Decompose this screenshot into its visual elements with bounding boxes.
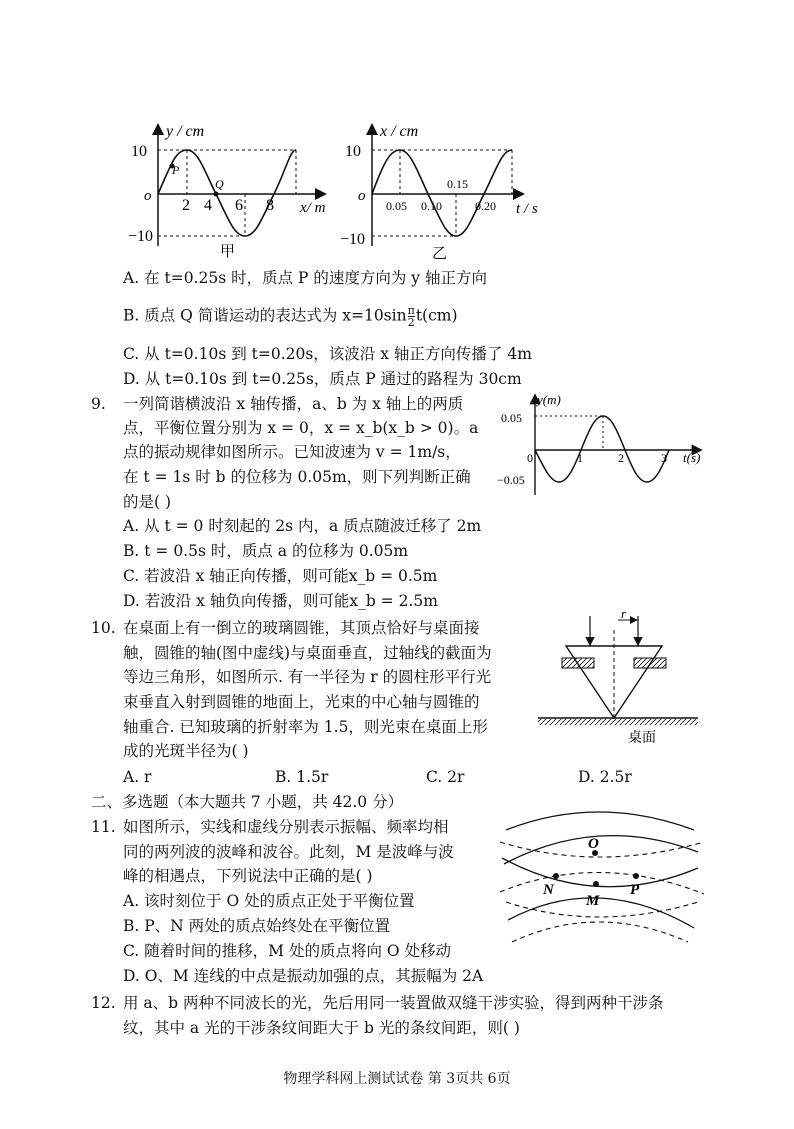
q9-vibration-graph (495, 390, 710, 505)
frac-num: π (407, 304, 415, 317)
q11-line2: 同的两列波的波峰和波谷。此刻，M 是波峰与波 (123, 843, 454, 861)
q11-option-b: B. P、N 两处的质点始终处在平衡位置 (123, 917, 391, 935)
q8-option-a: A. 在 t=0.25s 时，质点 P 的速度方向为 y 轴正方向 (123, 269, 487, 287)
q11-option-a: A. 该时刻位于 O 处的质点正处于平衡位置 (123, 892, 415, 910)
q12-line1: 用 a、b 两种不同波长的光，先后用同一装置做双缝干涉实验，得到两种干涉条 (123, 994, 664, 1012)
ylabel: x / cm (380, 123, 419, 140)
tick-2: 2 (618, 451, 624, 465)
origin: o (358, 188, 366, 204)
origin: o (144, 188, 152, 204)
tick-x8: 8 (266, 197, 274, 214)
tick-x2: 2 (182, 197, 190, 214)
tick-3: 3 (661, 451, 667, 465)
xlabel: x/ m (300, 200, 326, 216)
q9-line2: 点，平衡位置分别为 x = 0，x = x_b(x_b > 0)。a (123, 419, 479, 437)
tick-x4: 4 (204, 197, 212, 214)
q9-number: 9. (91, 395, 106, 413)
caption-yi: 乙 (432, 246, 448, 262)
tick-y-neg: −0.05 (497, 473, 525, 487)
tick-t020: 0.20 (475, 199, 496, 213)
ylabel: y / cm (166, 123, 205, 140)
q11-option-c: C. 随着时间的推移，M 处的质点将向 O 处移动 (123, 942, 452, 960)
q10-line2: 触，圆锥的轴(图中虚线)与桌面垂直，过轴线的截面为 (123, 644, 492, 662)
q8-option-c: C. 从 t=0.10s 到 t=0.20s，该波沿 x 轴正方向传播了 4m (123, 345, 532, 363)
tick-t005: 0.05 (386, 199, 407, 213)
q11-option-d: D. O、M 连线的中点是振动加强的点，其振幅为 2A (123, 967, 484, 985)
caption-jia: 甲 (220, 244, 236, 258)
table-label: 桌面 (628, 731, 656, 746)
q9-option-c: C. 若波沿 x 轴正向传播，则可能x_b = 0.5m (123, 567, 438, 585)
tick-x6: 6 (235, 197, 243, 214)
q10-number: 10. (91, 619, 116, 637)
tick-t015: 0.15 (447, 177, 468, 191)
figure-yi-vibration-graph (340, 118, 555, 263)
q12-line2: 纹，其中 a 光的干涉条纹间距大于 b 光的条纹间距，则( ) (123, 1019, 520, 1037)
q8-option-d: D. 从 t=0.10s 到 t=0.25s，质点 P 通过的路程为 30cm (123, 370, 522, 388)
tick-0: 0 (527, 451, 533, 465)
xlabel: t(s) (683, 450, 701, 465)
label-n: N (543, 882, 554, 898)
q10-line4: 束垂直入射到圆锥的地面上，光束的中心轴与圆锥的 (123, 693, 480, 711)
q9-option-a: A. 从 t = 0 时刻起的 2s 内，a 质点随波迁移了 2m (123, 517, 482, 535)
q8-b-post: t(cm) (415, 306, 458, 325)
q9-line4: 在 t = 1s 时 b 的位移为 0.05m，则下列判断正确 (123, 468, 471, 486)
q11-number: 11. (91, 818, 116, 836)
label-o: O (588, 836, 599, 852)
section-2-heading: 二、多选题（本大题共 7 小题，共 42.0 分） (91, 793, 404, 811)
label-m: M (586, 893, 600, 909)
page-footer: 物理学科网上测试试卷 第 3页共 6页 (283, 1071, 511, 1087)
tick-m10: −10 (128, 228, 154, 245)
q10-line5: 轴重合. 已知玻璃的折射率为 1.5，则光束在桌面上形 (123, 718, 488, 736)
q9-option-b: B. t = 0.5s 时，质点 a 的位移为 0.05m (123, 542, 409, 560)
q9-line1: 一列简谐横波沿 x 轴传播，a、b 为 x 轴上的两质 (123, 395, 464, 413)
q10-line6: 成的光斑半径为( ) (123, 742, 249, 760)
q10-cone-diagram (532, 608, 707, 750)
tick-10: 10 (131, 143, 147, 160)
frac-den: 2 (407, 316, 415, 329)
q8-b-text: B. 质点 Q 简谐运动的表达式为 x=10sin (123, 306, 407, 325)
ylabel: y(m) (537, 392, 561, 407)
tick-1: 1 (577, 451, 583, 465)
q8-option-b (123, 305, 458, 328)
label-q: Q (215, 177, 224, 191)
point-q (214, 192, 219, 197)
support-right (634, 658, 666, 668)
q9-line3: 点的振动规律如图所示。已知波速为 v = 1m/s， (123, 443, 461, 461)
q11-line3: 峰的相遇点，下列说法中正确的是( ) (123, 867, 373, 885)
r-label: r (621, 608, 627, 621)
q10-option-d: D. 2.5r (578, 768, 632, 786)
tick-y-pos: 0.05 (501, 411, 522, 425)
q10-option-a: A. r (123, 768, 152, 786)
tick-10: 10 (345, 143, 361, 160)
q12-number: 12. (91, 994, 116, 1012)
q10-line3: 等边三角形，如图所示. 有一半径为 r 的圆柱形平行光 (123, 668, 492, 686)
q10-option-c: C. 2r (426, 768, 465, 786)
label-p: P (630, 882, 640, 898)
figure-jia-wave-graph (128, 118, 338, 258)
q11-line1: 如图所示，实线和虚线分别表示振幅、频率均相 (123, 818, 449, 836)
q9-option-d: D. 若波沿 x 轴负向传播，则可能x_b = 2.5m (123, 592, 438, 610)
q10-line1: 在桌面上有一倒立的玻璃圆锥，其顶点恰好与桌面接 (123, 619, 480, 637)
support-left (562, 658, 594, 668)
q10-option-b: B. 1.5r (275, 768, 329, 786)
q11-interference-diagram (498, 802, 708, 947)
xlabel: t / s (516, 201, 538, 217)
tick-m10: −10 (340, 231, 366, 248)
tick-t010: 0.10 (421, 199, 442, 213)
label-p: P (172, 163, 180, 177)
q9-line5: 的是( ) (123, 493, 172, 511)
